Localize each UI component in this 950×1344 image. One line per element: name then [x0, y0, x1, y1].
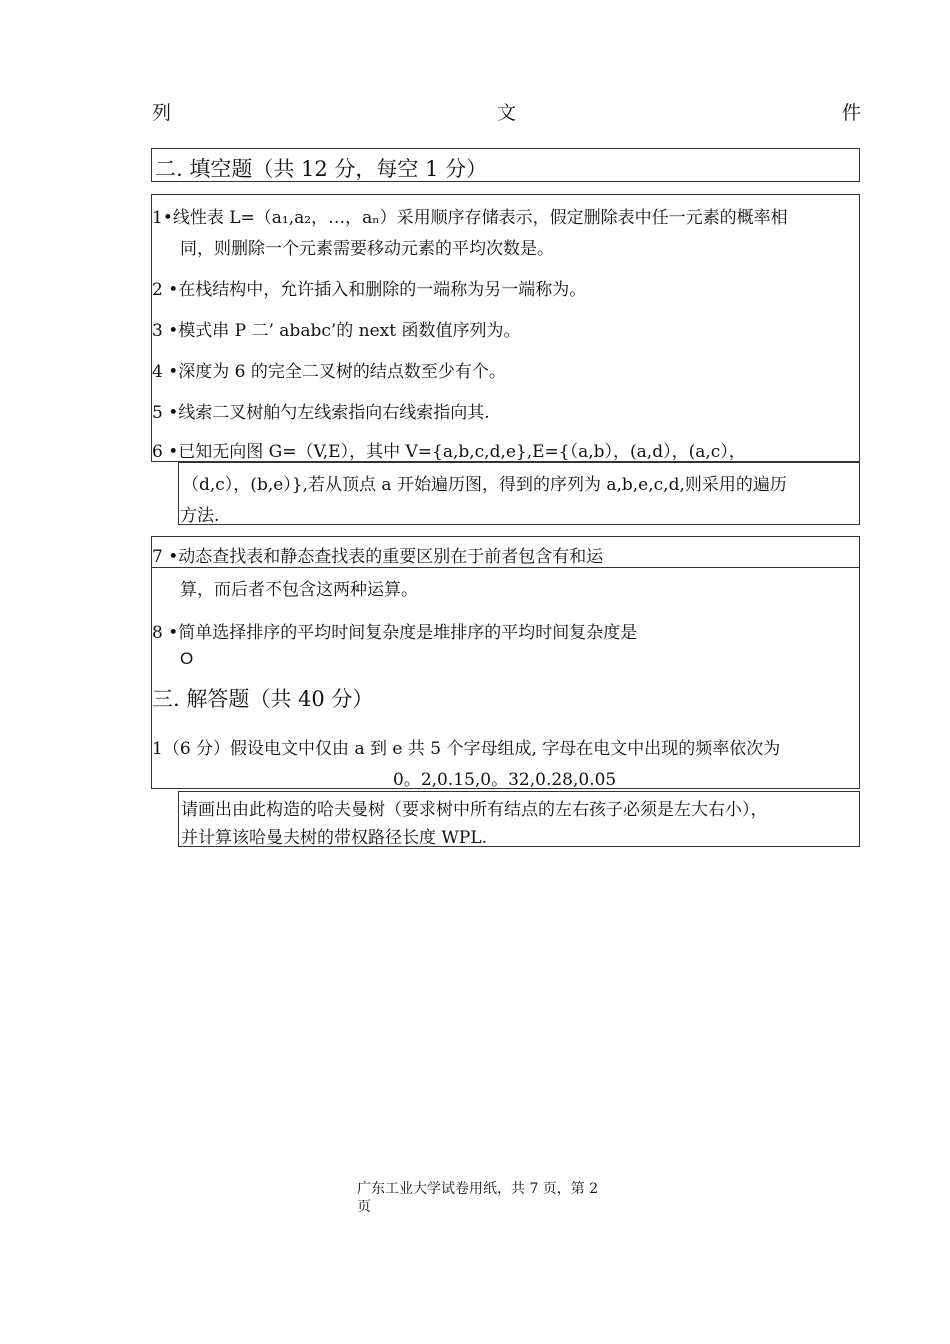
header-col-3: 件	[842, 102, 862, 124]
s3-q1-line4: 并计算该哈曼夫树的带权路径长度 WPL.	[181, 828, 488, 848]
q6-line2: （d,c），(b,e）},若从顶点 a 开始遍历图，得到的序列为 a,b,e,c,d,则采用的遍历	[182, 475, 787, 495]
q1-line2: 同，则删除一个元素需要移动元素的平均次数是。	[180, 239, 554, 259]
header-col-1: 列	[152, 102, 172, 124]
s3-q1-line1: 1（6 分）假设电文中仅由 a 到 e 共 5 个字母组成, 字母在电文中出现的频率依次为	[152, 739, 781, 759]
s3-q1-line2: 0。2,0.15,0。32,0.28,0.05	[393, 770, 617, 790]
q3-text: 3 •模式串 P 二’ ababc’的 next 函数值序列为。	[152, 321, 521, 341]
section-3-title: 三. 解答题（共 40 分）	[152, 687, 374, 711]
q6-line3: 方法.	[180, 506, 220, 526]
section-2-title: 二. 填空题（共 12 分，每空 1 分）	[155, 157, 488, 181]
q2-text: 2 •在栈结构中，允许插入和删除的一端称为另一端称为。	[152, 280, 587, 300]
q6-line1: 6 •已知无向图 G=（V,E），其中 V={a,b,c,d,e},E={（a,b），(a,d），(a,c），	[152, 442, 746, 462]
q4-text: 4 •深度为 6 的完全二叉树的结点数至少有个。	[152, 362, 506, 382]
q1-line1: 1•线性表 L=（a₁,a₂，…，aₙ）采用顺序存储表示，假定删除表中任一元素的概率相	[152, 208, 788, 228]
q8-line2: O	[180, 649, 194, 668]
header-col-2: 文	[497, 102, 517, 124]
q7-line1: 7 •动态查找表和静态查找表的重要区别在于前者包含有和运	[152, 547, 604, 567]
s3-q1-line3: 请画出由此构造的哈夫曼树（要求树中所有结点的左右孩子必须是左大右小），	[181, 800, 768, 820]
footer-line1: 广东工业大学试卷用纸，共 7 页，第 2	[357, 1181, 599, 1197]
footer-line2: 页	[357, 1199, 371, 1215]
q7-line2: 算，而后者不包含这两种运算。	[180, 580, 418, 600]
q5-text: 5 •线索二叉树舶勺左线索指向右线索指向其.	[152, 403, 490, 423]
q8-line1: 8 •简单选择排序的平均时间复杂度是堆排序的平均时间复杂度是	[152, 623, 638, 643]
